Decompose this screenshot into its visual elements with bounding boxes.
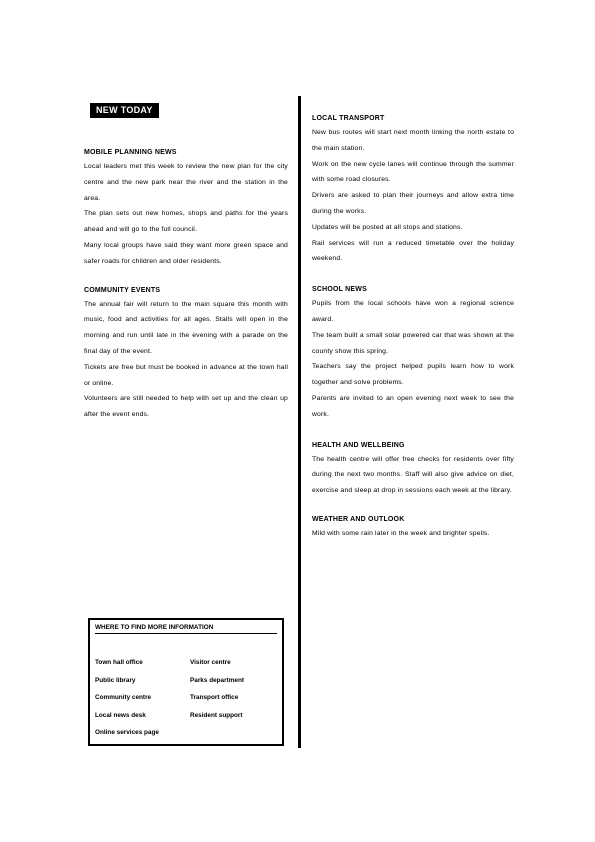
paragraph: Teachers say the project helped pupils learn how to work together and solve problems. <box>312 363 514 387</box>
paragraph: Drivers are asked to plan their journeys and allow extra time during the works. <box>312 192 514 215</box>
left-section-1 <box>84 148 288 270</box>
left-column <box>84 100 288 423</box>
paragraph: Pupils from the local schools have won a regional science award. <box>312 300 514 323</box>
right-column <box>312 114 514 542</box>
info-box-item: Town hall office <box>95 659 143 666</box>
info-box-title: WHERE TO FIND MORE INFORMATION <box>95 623 277 634</box>
info-box-item: Transport office <box>190 694 239 701</box>
paragraph: The annual fair will return to the main square this month with music, food and activities for all ages. Stalls will open in the morning and run until late in the evening with a parade on the final day of the event. <box>84 300 288 355</box>
paragraph: Work on the new cycle lanes will continue through the summer with some road closures. <box>312 160 514 184</box>
section-heading: COMMUNITY EVENTS <box>84 286 161 294</box>
paragraph: Many local groups have said they want more green space and safer roads for children and older residents. <box>84 241 288 265</box>
paragraph: Local leaders met this week to review the new plan for the city centre and the new park near the river and the station in the area. <box>84 163 288 202</box>
info-box-item: Parks department <box>190 676 244 684</box>
paragraph: Volunteers are still needed to help with set up and the clean up after the event ends. <box>84 395 288 419</box>
paragraph: Rail services will run a reduced timetable over the holiday weekend. <box>312 239 514 263</box>
paragraph: The plan sets out new homes, shops and paths for the years ahead and will go to the full council. <box>84 210 288 234</box>
paragraph: Mild with some rain later in the week and brighter spells. <box>312 529 490 537</box>
info-box-item: Public library <box>95 676 136 684</box>
paragraph: Parents are invited to an open evening next week to see the work. <box>312 394 514 418</box>
paragraph: Updates will be posted at all stops and stations. <box>312 223 463 231</box>
paragraph: The health centre will offer free checks for residents over fifty during the next two months. Staff will also give advice on diet, exercise and sleep at drop in sessions each week at the library. <box>312 455 514 495</box>
section-tag: NEW TODAY <box>90 103 159 118</box>
section-heading: SCHOOL NEWS <box>312 286 367 294</box>
right-section-3 <box>312 441 514 499</box>
right-section-2 <box>312 285 514 422</box>
right-section-1 <box>312 114 514 267</box>
section-heading: LOCAL TRANSPORT <box>312 115 385 122</box>
right-section-4 <box>312 515 514 542</box>
info-box-item: Resident support <box>190 711 243 719</box>
info-box <box>88 618 284 746</box>
info-box-col-2 <box>190 654 277 742</box>
paragraph: Tickets are free but must be booked in advance at the town hall or online. <box>84 363 288 387</box>
paragraph: The team built a small solar powered car that was shown at the county show this spring. <box>312 331 514 355</box>
section-heading: HEALTH AND WELLBEING <box>312 441 405 449</box>
info-box-item: Local news desk <box>95 711 146 719</box>
info-box-item: Online services page <box>95 729 159 736</box>
left-section-2 <box>84 286 288 423</box>
paragraph: New bus routes will start next month linking the north estate to the main station. <box>312 129 514 152</box>
info-box-item: Community centre <box>95 694 152 701</box>
column-rule <box>298 96 301 748</box>
info-box-col-1 <box>95 654 182 742</box>
section-heading: MOBILE PLANNING NEWS <box>84 149 177 156</box>
info-box-item: Visitor centre <box>190 659 231 666</box>
section-heading: WEATHER AND OUTLOOK <box>312 515 405 523</box>
